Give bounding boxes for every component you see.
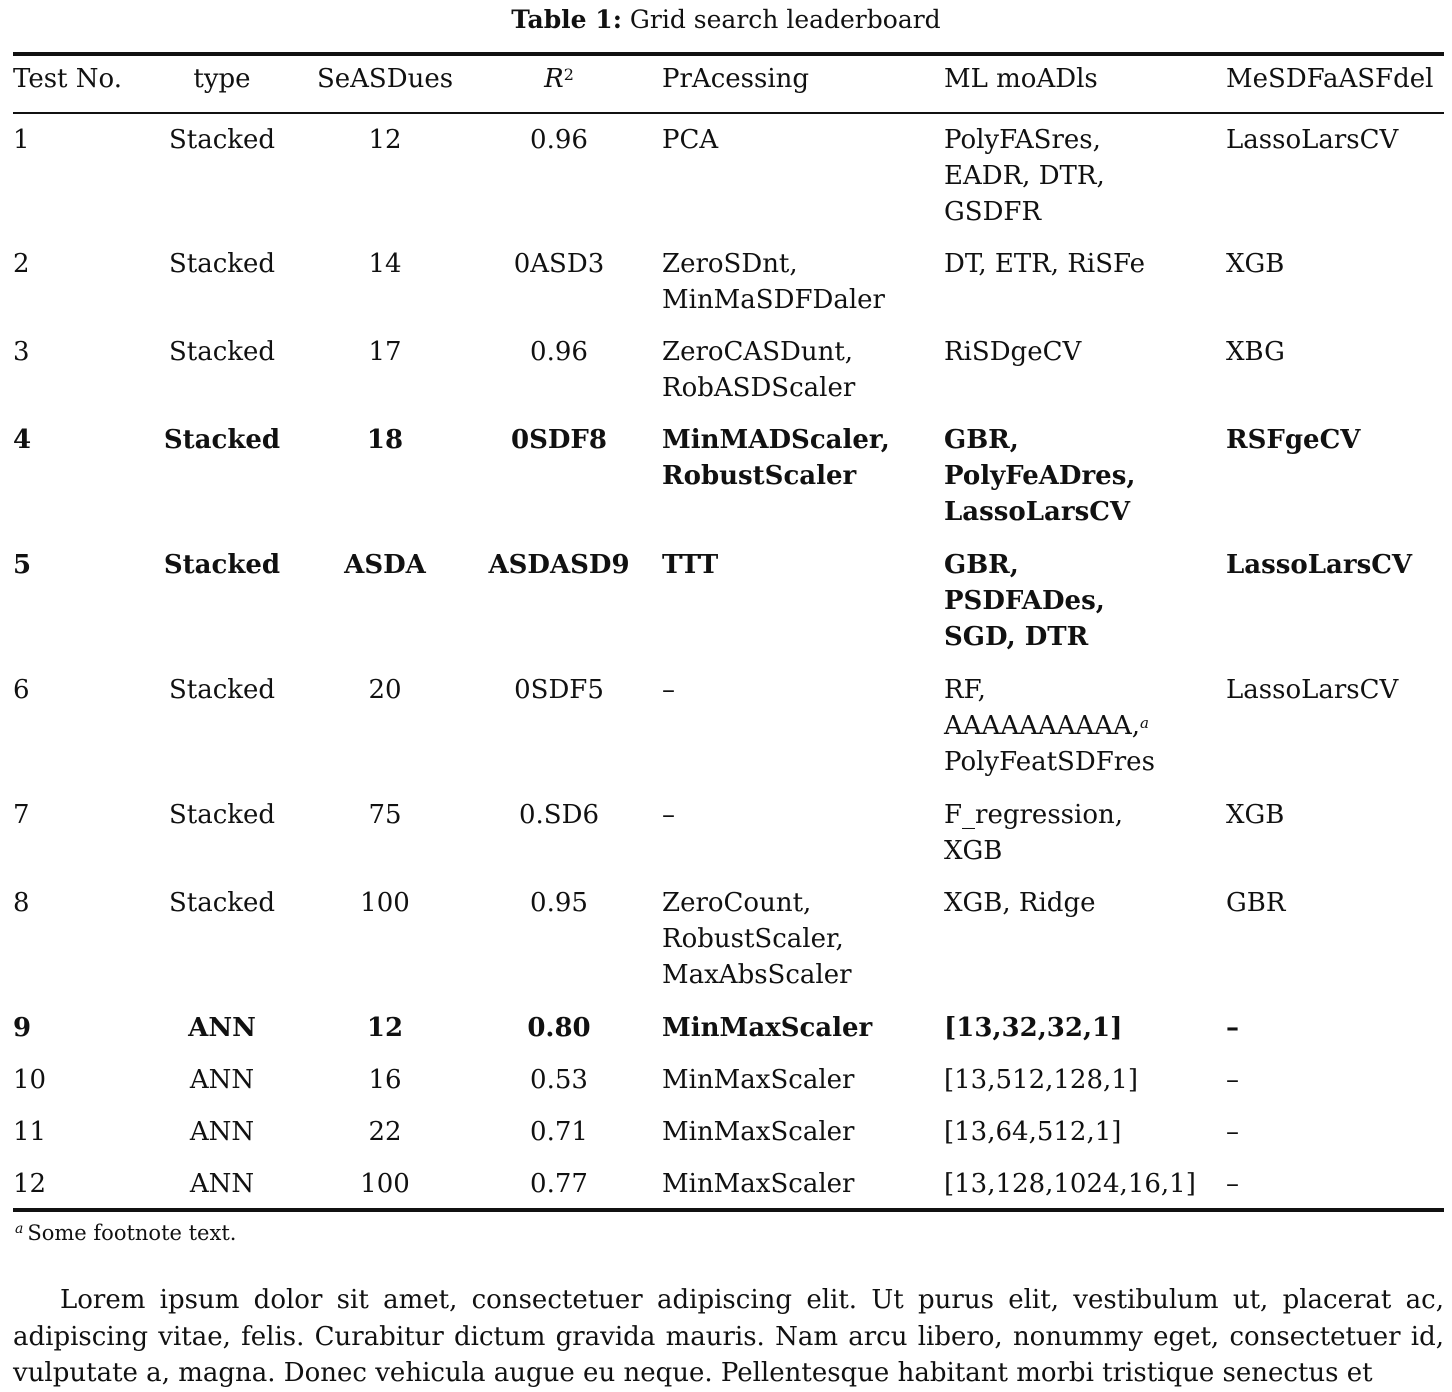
table-caption bbox=[0, 4, 1452, 36]
cell-line: TTT bbox=[662, 550, 719, 580]
cell-r2: 0.53 bbox=[530, 1065, 588, 1095]
cell-type: Stacked bbox=[168, 675, 276, 705]
cell-test-no: 8 bbox=[13, 888, 30, 918]
table-row bbox=[13, 789, 1444, 877]
cell-ml-models bbox=[944, 1054, 1226, 1106]
cell-ml-models bbox=[944, 1002, 1226, 1054]
cell-processing bbox=[662, 1106, 944, 1158]
table-row bbox=[13, 877, 1444, 1002]
cell-r2: ASDASD9 bbox=[488, 550, 630, 580]
cell-meta-model: – bbox=[1226, 1169, 1239, 1199]
cell-r2: 0ASD3 bbox=[513, 249, 605, 279]
cell-line: PSDFADes, bbox=[944, 586, 1105, 616]
cell-ml-models bbox=[944, 1106, 1226, 1158]
header-ml-models: ML moADls bbox=[944, 54, 1226, 113]
cell-line: – bbox=[662, 800, 675, 830]
cell-meta-model: – bbox=[1226, 1013, 1239, 1043]
table-row bbox=[13, 1002, 1444, 1054]
cell-r2: 0.71 bbox=[530, 1117, 588, 1147]
cell-processing bbox=[662, 414, 944, 539]
cell-ml-models bbox=[944, 789, 1226, 877]
table-row bbox=[13, 1054, 1444, 1106]
cell-test-no: 9 bbox=[13, 1013, 32, 1043]
cell-processing bbox=[662, 1158, 944, 1210]
caption-label: Table 1: bbox=[511, 5, 622, 34]
cell-test-no: 7 bbox=[13, 800, 30, 830]
cell-seasdues: 16 bbox=[368, 1065, 402, 1095]
cell-test-no: 3 bbox=[13, 337, 30, 367]
cell-seasdues: 22 bbox=[368, 1117, 402, 1147]
cell-test-no: 6 bbox=[13, 675, 30, 705]
cell-type: Stacked bbox=[168, 888, 276, 918]
cell-line: MaxAbsScaler bbox=[662, 960, 852, 990]
cell-test-no: 4 bbox=[13, 425, 32, 455]
footnote-mark: a bbox=[15, 1221, 24, 1237]
cell-type: ANN bbox=[189, 1065, 255, 1095]
cell-seasdues: 75 bbox=[368, 800, 402, 830]
cell-processing bbox=[662, 238, 944, 326]
cell-line: XGB bbox=[944, 836, 1003, 866]
cell-type: Stacked bbox=[168, 249, 276, 279]
table-row bbox=[13, 1106, 1444, 1158]
cell-meta-model: XBG bbox=[1226, 337, 1285, 367]
cell-meta-model: – bbox=[1226, 1117, 1239, 1147]
table-row bbox=[13, 113, 1444, 238]
cell-line: PolyFeatSDFres bbox=[944, 747, 1155, 777]
cell-processing bbox=[662, 664, 944, 789]
caption-text: Grid search leaderboard bbox=[629, 5, 941, 34]
cell-test-no: 11 bbox=[13, 1117, 47, 1147]
cell-processing bbox=[662, 113, 944, 238]
cell-seasdues: 17 bbox=[368, 337, 402, 367]
cell-r2: 0SDF8 bbox=[511, 425, 607, 455]
cell-line: GBR, bbox=[944, 550, 1019, 580]
cell-line: ZeroCASDunt, bbox=[662, 337, 854, 367]
cell-type: Stacked bbox=[163, 425, 281, 455]
cell-line: DT, ETR, RiSFe bbox=[944, 249, 1146, 279]
cell-line: AAAAAAAAAA, bbox=[944, 711, 1141, 741]
cell-line: [13,512,128,1] bbox=[944, 1065, 1138, 1095]
cell-processing bbox=[662, 789, 944, 877]
cell-test-no: 1 bbox=[13, 125, 30, 155]
cell-type: ANN bbox=[189, 1169, 255, 1199]
cell-line: GBR, bbox=[944, 425, 1019, 455]
table-row bbox=[13, 326, 1444, 414]
cell-ml-models bbox=[944, 414, 1226, 539]
cell-processing bbox=[662, 877, 944, 1002]
header-meta-model: MeSDFaASFdel bbox=[1226, 54, 1444, 113]
cell-seasdues: 100 bbox=[360, 888, 410, 918]
cell-line: LassoLarsCV bbox=[944, 497, 1131, 527]
cell-type: ANN bbox=[189, 1117, 255, 1147]
header-test-no: Test No. bbox=[13, 54, 130, 113]
cell-r2: 0.96 bbox=[530, 125, 588, 155]
cell-seasdues: ASDA bbox=[344, 550, 426, 580]
cell-seasdues: 18 bbox=[366, 425, 404, 455]
cell-test-no: 10 bbox=[13, 1065, 47, 1095]
cell-test-no: 12 bbox=[13, 1169, 47, 1199]
cell-r2: 0.80 bbox=[527, 1013, 591, 1043]
cell-meta-model: LassoLarsCV bbox=[1226, 675, 1399, 705]
cell-test-no: 2 bbox=[13, 249, 30, 279]
cell-type: Stacked bbox=[168, 337, 276, 367]
body-paragraph: Lorem ipsum dolor sit amet, consectetuer adipiscing elit. Ut purus elit, vestibulum ut, placerat ac, adipiscing vitae, felis. Curabitur dictum gravida mauris. Nam arcu libero, nonummy eget, consectetuer id, vulputate a, magna. Donec vehicula augue eu neque. Pellentesque habitant morbi tristique senectus et bbox=[13, 1285, 1444, 1388]
cell-line: MinMaSDFDaler bbox=[662, 285, 885, 315]
cell-line: EADR, DTR, bbox=[944, 161, 1105, 191]
cell-r2: 0.SD6 bbox=[518, 800, 599, 830]
cell-seasdues: 14 bbox=[368, 249, 402, 279]
cell-line: [13,128,1024,16,1] bbox=[944, 1169, 1196, 1199]
cell-r2: 0.77 bbox=[530, 1169, 588, 1199]
cell-seasdues: 20 bbox=[368, 675, 402, 705]
cell-r2: 0.96 bbox=[530, 337, 588, 367]
header-processing: PrAcessing bbox=[662, 54, 944, 113]
table-body bbox=[13, 113, 1444, 1210]
cell-ml-models bbox=[944, 238, 1226, 326]
cell-type: Stacked bbox=[163, 550, 281, 580]
header-r2-superscript: 2 bbox=[563, 65, 574, 84]
cell-line: [13,64,512,1] bbox=[944, 1117, 1122, 1147]
cell-r2: 0.95 bbox=[530, 888, 588, 918]
cell-r2: 0SDF5 bbox=[514, 675, 604, 705]
cell-processing bbox=[662, 326, 944, 414]
cell-processing bbox=[662, 539, 944, 664]
leaderboard-table bbox=[13, 52, 1444, 1212]
cell-ml-models bbox=[944, 877, 1226, 1002]
table-row bbox=[13, 238, 1444, 326]
cell-ml-models bbox=[944, 1158, 1226, 1210]
cell-line: XGB, Ridge bbox=[944, 888, 1096, 918]
cell-line: GSDFR bbox=[944, 197, 1042, 227]
cell-line: – bbox=[662, 675, 675, 705]
cell-seasdues: 100 bbox=[360, 1169, 410, 1199]
cell-line: RF, bbox=[944, 675, 986, 705]
header-type: type bbox=[130, 54, 314, 113]
cell-seasdues: 12 bbox=[368, 125, 402, 155]
cell-line: ZeroSDnt, bbox=[662, 249, 798, 279]
header-seasdues: SeASDues bbox=[314, 54, 456, 113]
cell-type: Stacked bbox=[168, 800, 276, 830]
cell-line: MinMaxScaler bbox=[662, 1065, 855, 1095]
cell-seasdues: 12 bbox=[366, 1013, 404, 1043]
cell-line: MinMaxScaler bbox=[662, 1013, 873, 1043]
cell-type: ANN bbox=[188, 1013, 256, 1043]
cell-line: PolyFASres, bbox=[944, 125, 1101, 155]
cell-line: RobustScaler, bbox=[662, 924, 844, 954]
header-r2-symbol: R bbox=[544, 64, 564, 94]
footnote-text: Some footnote text. bbox=[27, 1221, 237, 1245]
cell-line: F_regression, bbox=[944, 800, 1123, 830]
cell-meta-model: XGB bbox=[1226, 800, 1285, 830]
cell-ml-models bbox=[944, 539, 1226, 664]
cell-line: MinMADScaler, bbox=[662, 425, 890, 455]
cell-ml-models bbox=[944, 326, 1226, 414]
header-r2 bbox=[456, 54, 662, 113]
cell-line: PCA bbox=[662, 125, 719, 155]
table-row bbox=[13, 664, 1444, 789]
cell-line: PolyFeADres, bbox=[944, 461, 1136, 491]
cell-ml-models bbox=[944, 664, 1226, 789]
cell-test-no: 5 bbox=[13, 550, 32, 580]
cell-meta-model: RSFgeCV bbox=[1226, 425, 1361, 455]
cell-meta-model: XGB bbox=[1226, 249, 1285, 279]
cell-meta-model: GBR bbox=[1226, 888, 1286, 918]
cell-ml-models bbox=[944, 113, 1226, 238]
table-footnote bbox=[15, 1219, 236, 1247]
footnote-ref-mark[interactable]: a bbox=[1140, 714, 1149, 732]
cell-meta-model: LassoLarsCV bbox=[1226, 550, 1413, 580]
cell-line: MinMaxScaler bbox=[662, 1117, 855, 1147]
table-row bbox=[13, 539, 1444, 664]
cell-type: Stacked bbox=[168, 125, 276, 155]
table-row bbox=[13, 414, 1444, 539]
table-header bbox=[13, 54, 1444, 113]
cell-meta-model: LassoLarsCV bbox=[1226, 125, 1399, 155]
table-row bbox=[13, 1158, 1444, 1210]
cell-line: RobASDScaler bbox=[662, 373, 856, 403]
cell-processing bbox=[662, 1002, 944, 1054]
cell-line: ZeroCount, bbox=[662, 888, 812, 918]
cell-line: RiSDgeCV bbox=[944, 337, 1082, 367]
cell-meta-model: – bbox=[1226, 1065, 1239, 1095]
cell-line: SGD, DTR bbox=[944, 622, 1089, 652]
cell-line: MinMaxScaler bbox=[662, 1169, 855, 1199]
cell-line: [13,32,32,1] bbox=[944, 1013, 1123, 1043]
cell-line: RobustScaler bbox=[662, 461, 857, 491]
cell-processing bbox=[662, 1054, 944, 1106]
header-row bbox=[13, 54, 1444, 113]
